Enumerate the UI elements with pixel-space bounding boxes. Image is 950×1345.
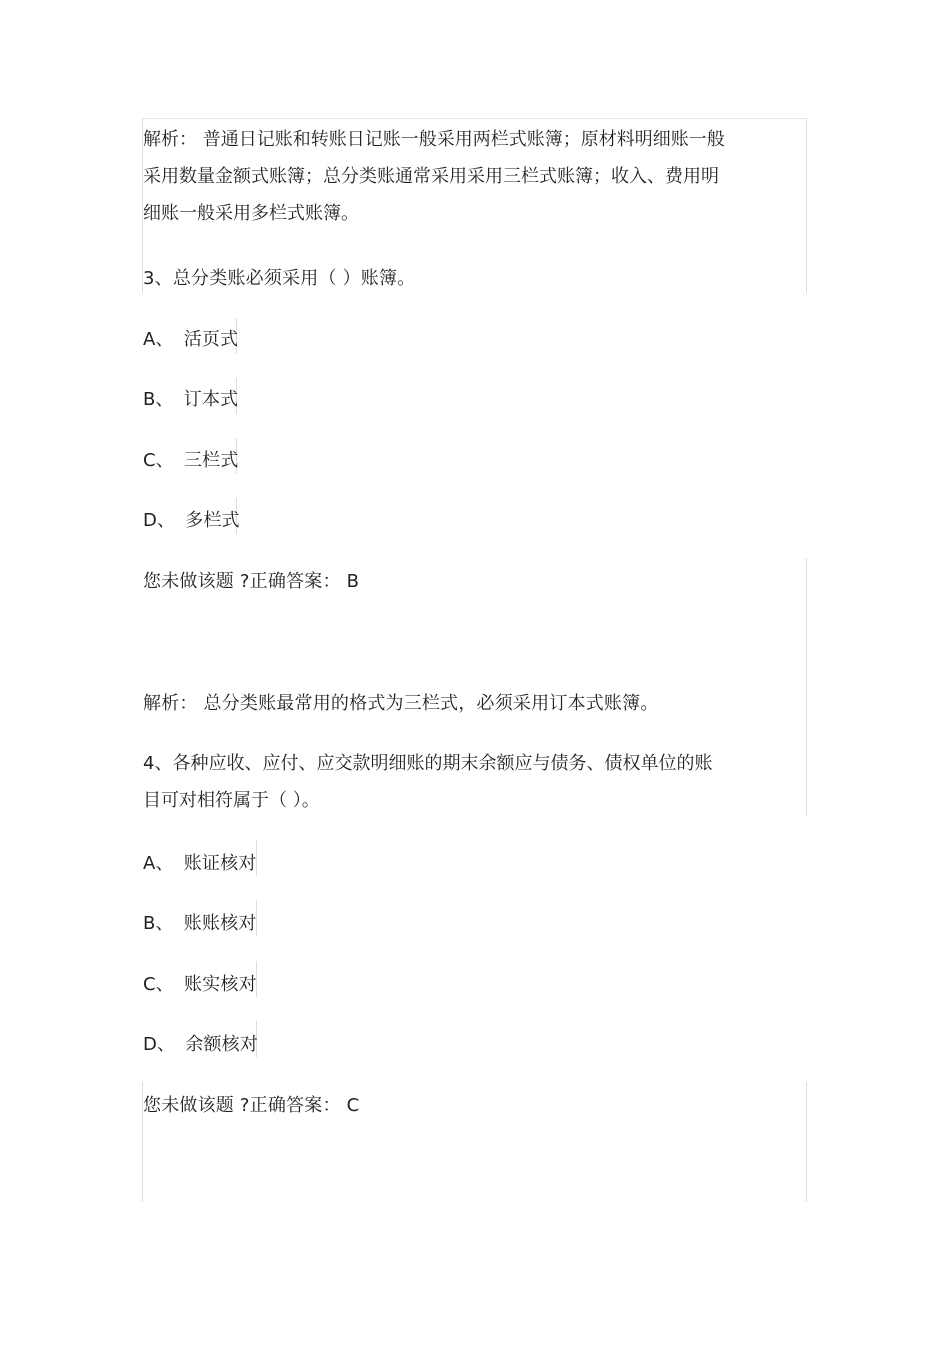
option-text: 三栏式 xyxy=(183,450,239,471)
option-letter: C、 xyxy=(143,450,174,471)
option-letter: D、 xyxy=(143,510,176,531)
option-letter: B、 xyxy=(143,913,174,934)
q3-question: 3、总分类账必须采用（ ）账簿。 xyxy=(143,268,416,289)
box-right-border xyxy=(806,118,807,293)
q4-answer-right-border xyxy=(806,1082,807,1202)
q2-analysis-line-2: 采用数量金额式账簿；总分类账通常采用采用三栏式账簿；收入、费用明 xyxy=(143,166,719,187)
option-text: 账实核对 xyxy=(183,974,257,995)
option-text: 活页式 xyxy=(183,329,239,350)
q3-option-b[interactable] xyxy=(143,389,238,411)
q3-answer: 您未做该题 ?正确答案： B xyxy=(143,571,360,592)
option-letter: D、 xyxy=(143,1034,176,1055)
q2-analysis-line-3: 细账一般采用多栏式账簿。 xyxy=(143,203,359,224)
q3-option-c[interactable] xyxy=(143,450,239,472)
q3-analysis: 解析： 总分类账最常用的格式为三栏式，必须采用订本式账簿。 xyxy=(143,693,659,714)
q4-question-line-2: 目可对相符属于（ ）。 xyxy=(143,790,320,811)
q4-answer: 您未做该题 ?正确答案： C xyxy=(143,1095,360,1116)
box-top-border xyxy=(143,118,807,119)
option-letter: C、 xyxy=(143,974,174,995)
option-letter: A、 xyxy=(143,853,174,874)
q4-option-b[interactable] xyxy=(143,913,257,935)
q3-option-a[interactable] xyxy=(143,329,238,351)
option-letter: A、 xyxy=(143,329,174,350)
option-text: 订本式 xyxy=(183,389,239,410)
q4-option-d[interactable] xyxy=(143,1034,258,1056)
option-letter: B、 xyxy=(143,389,174,410)
option-text: 多栏式 xyxy=(185,510,240,531)
q4-option-a[interactable] xyxy=(143,853,257,875)
q4-option-c[interactable] xyxy=(143,974,257,996)
q3-option-d[interactable] xyxy=(143,510,240,532)
q4-question xyxy=(143,745,763,819)
q4-question-line-1: 4、各种应收、应付、应交款明细账的期末余额应与债务、债权单位的账 xyxy=(143,753,713,774)
q3-answer-right-border xyxy=(806,558,807,816)
q2-analysis-line-1: 解析： 普通日记账和转账日记账一般采用两栏式账簿；原材料明细账一般 xyxy=(143,129,725,150)
option-text: 账账核对 xyxy=(183,913,257,934)
q2-analysis xyxy=(143,121,763,232)
option-text: 余额核对 xyxy=(185,1034,259,1055)
option-text: 账证核对 xyxy=(183,853,257,874)
